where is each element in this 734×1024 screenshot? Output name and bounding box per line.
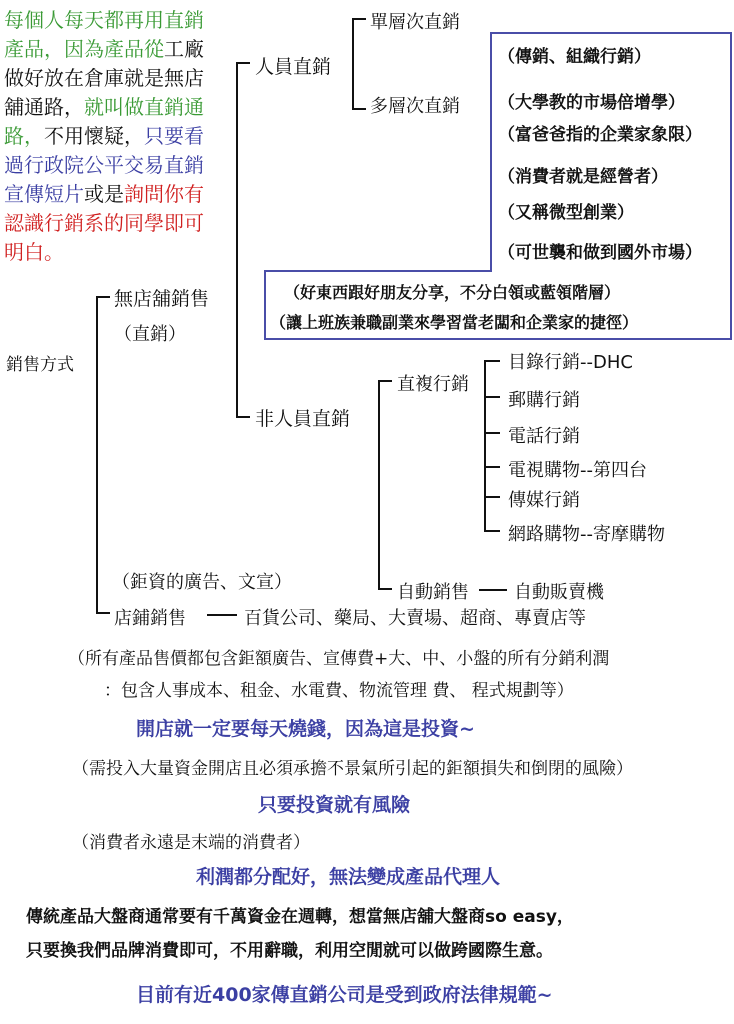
personnel-label: 人員直銷: [255, 56, 332, 78]
multi-note-3: （富爸爸指的企業家象限）: [498, 125, 702, 145]
store-ad-note: （鉅資的廣告、文宣）: [112, 572, 292, 593]
single-level-label: 單層次直銷: [370, 12, 460, 33]
auto-sales-label: 自動銷售: [397, 582, 469, 603]
store-item: 百貨公司、藥局、大賣場、超商、專賣店等: [244, 608, 586, 629]
direct-item-tv: 電視購物--第四台: [508, 460, 647, 481]
intro-seg2: 工廠做好放在倉庫就是無店舖通路，: [4, 37, 204, 119]
root-label: 銷售方式: [6, 355, 74, 375]
highlight-1: 開店就一定要每天燒錢，因為這是投資~: [136, 718, 475, 740]
note-1: （所有產品售價都包含鉅額廣告、宣傳費+大、中、小盤的所有分銷利潤: [68, 649, 610, 669]
paragraph-1: 傳統產品大盤商通常要有千萬資金在週轉，想當無店舖大盤商so easy，: [26, 907, 574, 927]
vending-machine-label: 自動販賣機: [514, 582, 604, 603]
direct-item-phone: 電話行銷: [508, 426, 580, 447]
nostore-label: 無店舖銷售: [114, 288, 210, 310]
direct-item-media: 傳媒行銷: [508, 490, 580, 511]
multi-note-4: （消費者就是經營者）: [498, 167, 668, 187]
note-4: （消費者永遠是末端的消費者）: [72, 833, 310, 853]
intro-seg1: 每個人每天都再用直銷產品，因為產品從: [4, 8, 204, 61]
intro-seg7: 詢問你有認識行銷系的同學即可明白。: [4, 182, 204, 264]
note-2: ：包含人事成本、租金、水電費、物流管理 費、 程式規劃等）: [104, 681, 574, 701]
multi-note-1: （傳銷、組織行銷）: [498, 47, 651, 67]
direct-marketing-label: 直複行銷: [397, 374, 469, 395]
intro-seg5: 只要看過行政院公平交易直銷宣傳短片: [4, 124, 204, 206]
intro-paragraph: [4, 6, 218, 267]
multi-note-8: （讓上班族兼職副業來學習當老闆和企業家的捷徑）: [270, 313, 639, 332]
direct-item-catalog: 目錄行銷--DHC: [508, 352, 633, 373]
store-label: 店鋪銷售: [114, 608, 186, 629]
multi-note-6: （可世襲和做到國外市場）: [498, 243, 702, 263]
highlight-4: 目前有近400家傳直銷公司是受到政府法律規範~: [136, 984, 553, 1006]
highlight-2: 只要投資就有風險: [258, 794, 411, 816]
note-3: （需投入大量資金開店且必須承擔不景氣所引起的鉅額損失和倒閉的風險）: [72, 759, 633, 779]
highlight-3: 利潤都分配好，無法變成產品代理人: [196, 866, 501, 888]
multi-note-2: （大學教的市場倍增學）: [498, 93, 685, 113]
paragraph-2: 只要換我們品牌消費即可，不用辭職，利用空閒就可以做跨國際生意。: [26, 941, 553, 961]
intro-seg6: 或是: [84, 182, 124, 206]
multi-note-5: （又稱微型創業）: [498, 203, 634, 223]
nostore-sub: （直銷）: [114, 324, 186, 345]
nonpersonnel-label: 非人員直銷: [255, 408, 351, 430]
multi-note-7: （好東西跟好朋友分享，不分白領或藍領階層）: [284, 283, 621, 302]
notes-box-upper: [490, 32, 732, 272]
direct-item-mail: 郵購行銷: [508, 390, 580, 411]
direct-item-online: 網路購物--寄摩購物: [508, 524, 665, 545]
multi-level-label: 多層次直銷: [370, 96, 460, 117]
intro-seg4: 不用懷疑，: [44, 124, 144, 148]
intro-seg3: 就叫做直銷通路，: [4, 95, 204, 148]
